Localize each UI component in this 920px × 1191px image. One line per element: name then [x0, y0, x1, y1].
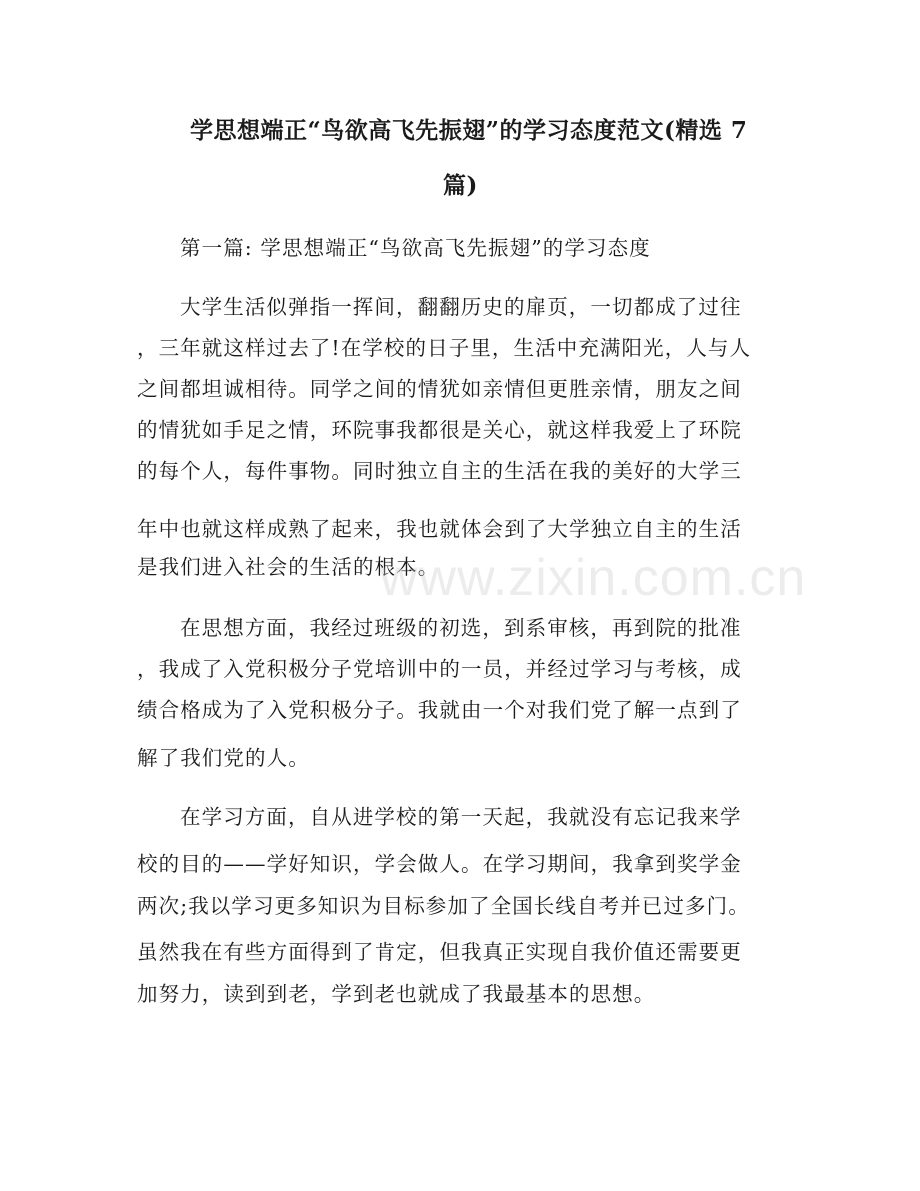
- paragraph-1-line-6: 年中也就这样成熟了起来，我也就体会到了大学独立自主的生活: [137, 517, 742, 541]
- paragraph-2-line-4: 解了我们党的人。: [137, 746, 310, 770]
- paragraph-1-line-5: 的每个人，每件事物。同时独立自主的生活在我的美好的大学三: [137, 459, 742, 483]
- paragraph-2-line-2: ，我成了入党积极分子党培训中的一员，并经过学习与考核，成: [137, 657, 742, 681]
- paragraph-1-line-3: 之间都坦诚相待。同学之间的情犹如亲情但更胜亲情，朋友之间: [137, 377, 742, 401]
- paragraph-3-line-3: 两次;我以学习更多知识为目标参加了全国长线自考并已过多门。: [137, 894, 750, 918]
- paragraph-2-line-1: 在思想方面，我经过班级的初选，到系审核，再到院的批准: [180, 616, 742, 640]
- watermark: www.zixin.com.cn: [380, 549, 807, 607]
- paragraph-1-line-1: 大学生活似弹指一挥间，翻翻历史的扉页，一切都成了过往: [180, 295, 742, 319]
- paragraph-3-line-4: 虽然我在有些方面得到了肯定，但我真正实现自我价值还需要更: [137, 940, 742, 964]
- paragraph-1-line-4: 的情犹如手足之情，环院事我都很是关心，就这样我爱上了环院: [137, 418, 742, 442]
- document-title-line-1: 学思想端正“鸟欲高飞先振翅”的学习态度范文(精选 7: [190, 117, 748, 144]
- paragraph-3-line-2: 校的目的——学好知识，学会做人。在学习期间，我拿到奖学金: [137, 852, 742, 876]
- paragraph-1-line-7: 是我们进入社会的生活的根本。: [137, 555, 440, 579]
- paragraph-3-line-5: 加努力，读到到老，学到老也就成了我最基本的思想。: [137, 982, 656, 1006]
- section-heading: 第一篇: 学思想端正“鸟欲高飞先振翅”的学习态度: [180, 236, 651, 260]
- paragraph-1-line-2: ，三年就这样过去了!在学校的日子里，生活中充满阳光，人与人: [137, 336, 752, 360]
- paragraph-3-line-1: 在学习方面，自从进学校的第一天起，我就没有忘记我来学: [180, 805, 742, 829]
- paragraph-2-line-3: 绩合格成为了入党积极分子。我就由一个对我们党了解一点到了: [137, 698, 742, 722]
- document-title-line-2: 篇): [443, 172, 478, 199]
